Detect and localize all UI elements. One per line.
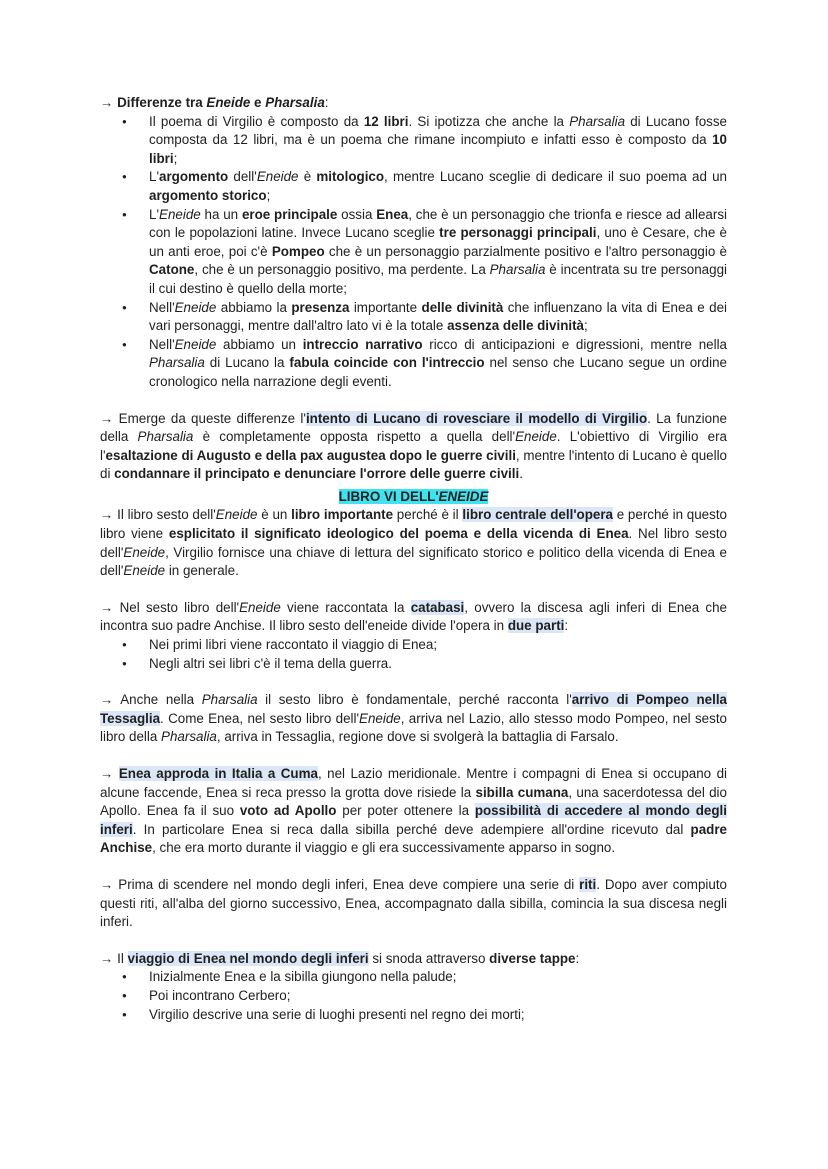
list-item: ● Nei primi libri viene raccontato il viaggio di Enea; [149,636,727,655]
list-item: ● Il poema di Virgilio è composto da 12 libri. Si ipotizza che anche la Pharsalia di Lucano fosse composta da 12 libri, ma è un poema che rimane incompiuto e infatti esso è composto da 10 libri; [149,113,727,169]
list-item: ● L'Eneide ha un eroe principale ossia Enea, che è un personaggio che trionfa e riesce ad allearsi con le popolazioni latine. Invece Lucano sceglie tre personaggi principali, uno è Cesare, che è un anti eroe, poi c'è Pompeo che è un personaggio parzialmente positivo e l'altro personaggio è Catone, che è un personaggio positivo, ma perdente. La Pharsalia è incentrata su tre personaggi il cui destino è quello della morte; [149,206,727,299]
list-item: ● Nell'Eneide abbiamo un intreccio narrativo ricco di anticipazioni e digressioni, mentre nella Pharsalia di Lucano la fabula coincide con l'intreccio nel senso che Lucano segue un ordine cronologico nella narrazione degli eventi. [149,336,727,392]
list-item: ● Inizialmente Enea e la sibilla giungono nella palude; [149,968,727,987]
section-heading: LIBRO VI DELL'ENEIDE [338,488,489,504]
paragraph-riti: → Prima di scendere nel mondo degli inferi, Enea deve compiere una serie di riti. Dopo aver compiuto questi riti, all'alba del giorno successivo, Enea, accompagnato dalla sibilla, comincia la sua discesa negli inferi. [100,876,727,930]
paragraph-cuma: → Enea approda in Italia a Cuma, nel Lazio meridionale. Mentre i compagni di Enea si occupano di alcune faccende, Enea si reca presso la grotta dove risiede la sibilla cumana, una sacerdotessa del dio Apollo. Enea fa il suo voto ad Apollo per poter ottenere la possibilità di accedere al mondo degli inferi. In particolare Enea si reca dalla sibilla perché deve adempiere all'ordine ricevuto dal padre Anchise, che era morto durante il viaggio e gli era successivamente apparso in sogno. [100,766,727,856]
list-item: ● Virgilio descrive una serie di luoghi presenti nel regno dei morti; [149,1006,727,1025]
list-item: ● Negli altri sei libri c'è il tema della guerra. [149,655,727,674]
differences-list [100,113,727,392]
list-item: ● L'argomento dell'Eneide è mitologico, mentre Lucano sceglie di dedicare il suo poema ad un argomento storico; [149,168,727,205]
paragraph-lucano-intent: → Emerge da queste differenze l'intento di Lucano di rovesciare il modello di Virgilio. La funzione della Pharsalia è completamente opposta rispetto a quella dell'Eneide. L'obiettivo di Virgilio era l'esaltazione di Augusto e della pax augustea dopo le guerre civili, mentre l'intento di Lucano è quello di condannare il principato e denunciare l'orrore delle guerre civili. [100,410,728,482]
list-item: ● Poi incontrano Cerbero; [149,987,727,1006]
paragraph-libro-sesto: → Il libro sesto dell'Eneide è un libro importante perché è il libro centrale dell'opera e perché in questo libro viene esplicitato il significato ideologico del poema e della vicenda di Enea. Nel libro sesto dell'Eneide, Virgilio fornisce una chiave di lettura del significato storico e politico della vicenda di Enea e dell'Eneide in generale. [100,507,727,579]
parts-list [100,636,727,673]
paragraph-viaggio: → Il viaggio di Enea nel mondo degli inferi si snoda attraverso diverse tappe: [100,950,580,966]
paragraph-pharsalia-sesto: → Anche nella Pharsalia il sesto libro è fondamentale, perché racconta l'arrivo di Pompeo nella Tessaglia. Come Enea, nel sesto libro dell'Eneide, arriva nel Lazio, allo stesso modo Pompeo, nel sesto libro della Pharsalia, arriva in Tessaglia, regione dove si svolgerà la battaglia di Farsalo. [100,692,728,745]
differences-intro: → Differenze tra Eneide e Pharsalia: [100,95,329,110]
stages-list [100,968,727,1024]
list-item: ● Nell'Eneide abbiamo la presenza importante delle divinità che influenzano la vita di Enea e dei vari personaggi, mentre dall'altro lato vi è la totale assenza delle divinità; [149,299,727,336]
paragraph-catabasi: → Nel sesto libro dell'Eneide viene raccontata la catabasi, ovvero la discesa agli inferi di Enea che incontra suo padre Anchise. Il libro sesto dell'eneide divide l'opera in due parti: [100,599,728,634]
